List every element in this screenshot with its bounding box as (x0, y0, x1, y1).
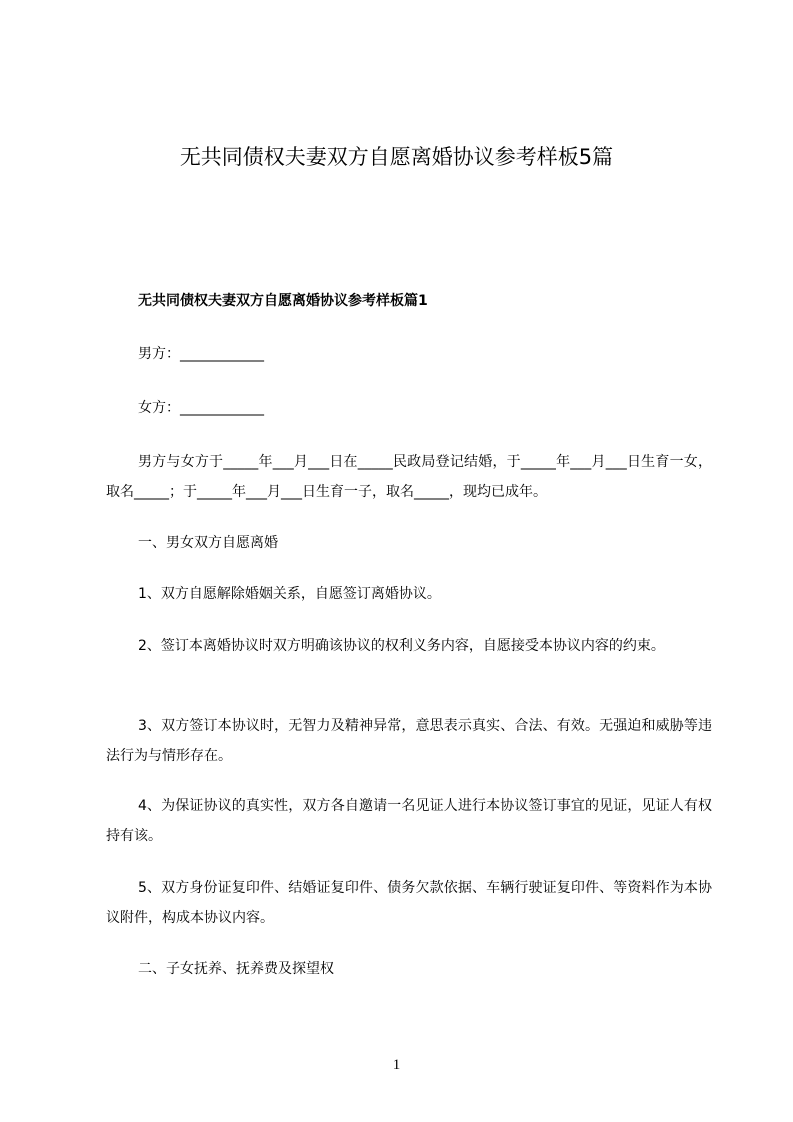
item-2: 2、签订本离婚协议时双方明确该协议的权利义务内容，自愿接受本协议内容的约束。 (138, 638, 665, 654)
heading-child-custody: 二、子女抚养、抚养费及探望权 (138, 961, 334, 977)
intro-paragraph: 男方与女方于_____年___月___日在_____民政局登记结婚，于_____年___月___日生育一女，取名_____；于_____年___月___日生育一子，取名_____，现均已成年。 (106, 454, 712, 500)
document-title: 无共同债权夫妻双方自愿离婚协议参考样板5篇 (179, 145, 614, 169)
section-title: 无共同债权夫妻双方自愿离婚协议参考样板篇1 (138, 293, 428, 309)
page-number: 1 (392, 1057, 401, 1073)
male-party-line: 男方：____________ (138, 346, 264, 362)
heading-voluntary-divorce: 一、男女双方自愿离婚 (138, 535, 278, 551)
item-5: 5、双方身份证复印件、结婚证复印件、债务欠款依据、车辆行驶证复印件、等资料作为本协议附件，构成本协议内容。 (106, 880, 712, 926)
item-1: 1、双方自愿解除婚姻关系，自愿签订离婚协议。 (138, 586, 441, 602)
item-3: 3、双方签订本协议时，无智力及精神异常，意思表示真实、合法、有效。无强迫和威胁等违法行为与情形存在。 (106, 718, 712, 764)
female-party-line: 女方：____________ (138, 400, 264, 416)
item-4: 4、为保证协议的真实性，双方各自邀请一名见证人进行本协议签订事宜的见证，见证人有权持有该。 (106, 798, 712, 844)
